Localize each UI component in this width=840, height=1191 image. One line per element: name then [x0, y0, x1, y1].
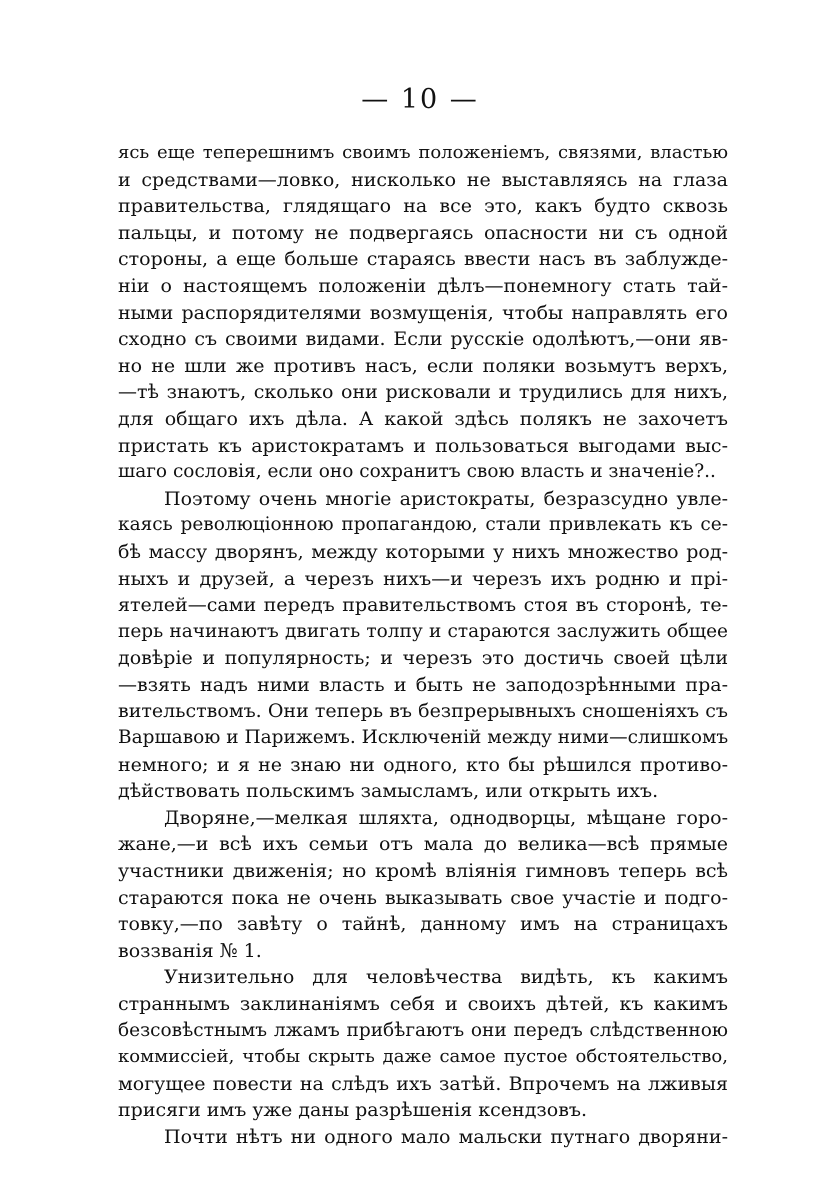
page-number: — 10 — — [361, 84, 479, 115]
text-line: могущее повести на слѣдъ ихъ затѣй. Впрочемъ на лживыя — [118, 1072, 728, 1095]
text-line: жане,—и всѣ ихъ семьи отъ мала до велика—всѣ прямые — [118, 833, 728, 856]
text-line: для общаго ихъ дѣла. А какой здѣсь полякъ не захочетъ — [118, 407, 728, 430]
text-line: Варшавою и Парижемъ. Исключеній между ними—слишкомъ — [118, 727, 728, 749]
text-line: ятелей—сами передъ правительствомъ стоя въ сторонѣ, те- — [118, 594, 728, 617]
text-line: бѣ массу дворянъ, между которыми у нихъ множество род- — [118, 540, 728, 563]
text-line: страннымъ заклинаніямъ себя и своихъ дѣтей, къ какимъ — [118, 993, 728, 1015]
text-line: товку,—по завѣту о тайнѣ, данному имъ на страницахъ — [118, 913, 728, 936]
text-line: дѣйствовать польскимъ замысламъ, или открыть ихъ. — [118, 780, 659, 803]
text-line: ніи о настоящемъ положеніи дѣлъ—понемногу стать тай- — [118, 274, 728, 297]
text-line: правительства, глядящаго на все это, какъ будто сквозь — [118, 195, 728, 218]
text-line: Дворяне,—мелкая шляхта, однодворцы, мѣщане горо- — [164, 806, 728, 829]
text-line: пальцы, и потому не подвергаясь опасности ни съ одной — [118, 221, 728, 244]
text-line: Унизительно для человѣчества видѣть, къ какимъ — [164, 966, 728, 989]
text-line: перь начинаютъ двигать толпу и стараются заслужить общее — [118, 620, 728, 642]
text-line: —тѣ знаютъ, сколько они рисковали и трудились для нихъ, — [118, 381, 728, 404]
text-line: каясь революціонною пропагандою, стали привлекать къ се- — [118, 514, 728, 536]
text-line: ными распорядителями возмущенія, чтобы направлять его — [118, 301, 728, 324]
text-line: участники движенія; но кромѣ вліянія гимновъ теперь всѣ — [118, 860, 728, 883]
text-line: но не шли же противъ насъ, если поляки возьмутъ верхъ, — [118, 354, 728, 377]
text-line: стараются пока не очень выказывать свое участіе и подго- — [118, 886, 728, 909]
text-line: шаго сословія, если оно сохранитъ свою власть и значеніе?.. — [118, 461, 716, 483]
text-line: воззванія № 1. — [118, 939, 262, 962]
text-line: и средствами—ловко, нисколько не выставляясь на глаза — [118, 168, 728, 191]
body-text — [118, 140, 728, 1151]
text-line: коммиссіей, чтобы скрыть даже самое пустое обстоятельство, — [118, 1046, 728, 1068]
text-line: ясь еще теперешнимъ своимъ положеніемъ, связями, властью — [118, 142, 728, 163]
text-line: безсовѣстнымъ лжамъ прибѣгаютъ они передъ слѣдственною — [118, 1019, 728, 1041]
text-line: Почти нѣтъ ни одного мало мальски путнаго дворяни- — [164, 1125, 728, 1148]
text-line: —взять надъ ними власть и быть не заподозрѣнными пра- — [118, 673, 728, 696]
text-line: присяги имъ уже даны разрѣшенія ксендзовъ. — [118, 1099, 588, 1122]
text-line: довѣріе и популярность; и черезъ это достичь своей цѣли — [118, 647, 728, 670]
text-line: стороны, а еще больше стараясь ввести насъ въ заблужде- — [118, 248, 728, 271]
text-line: ныхъ и друзей, а черезъ нихъ—и черезъ ихъ родню и прі- — [118, 567, 728, 590]
text-line: пристать къ аристократамъ и пользоваться выгодами выс- — [118, 434, 728, 457]
text-line: Поэтому очень многіе аристократы, безразсудно увле- — [164, 487, 728, 510]
text-line: вительствомъ. Они теперь въ безпрерывныхъ сношеніяхъ съ — [118, 700, 728, 723]
text-line: сходно съ своими видами. Если русскіе одолѣютъ,—они яв- — [118, 328, 728, 351]
text-line: немного; и я не знаю ни одного, кто бы рѣшился противо- — [118, 753, 728, 776]
